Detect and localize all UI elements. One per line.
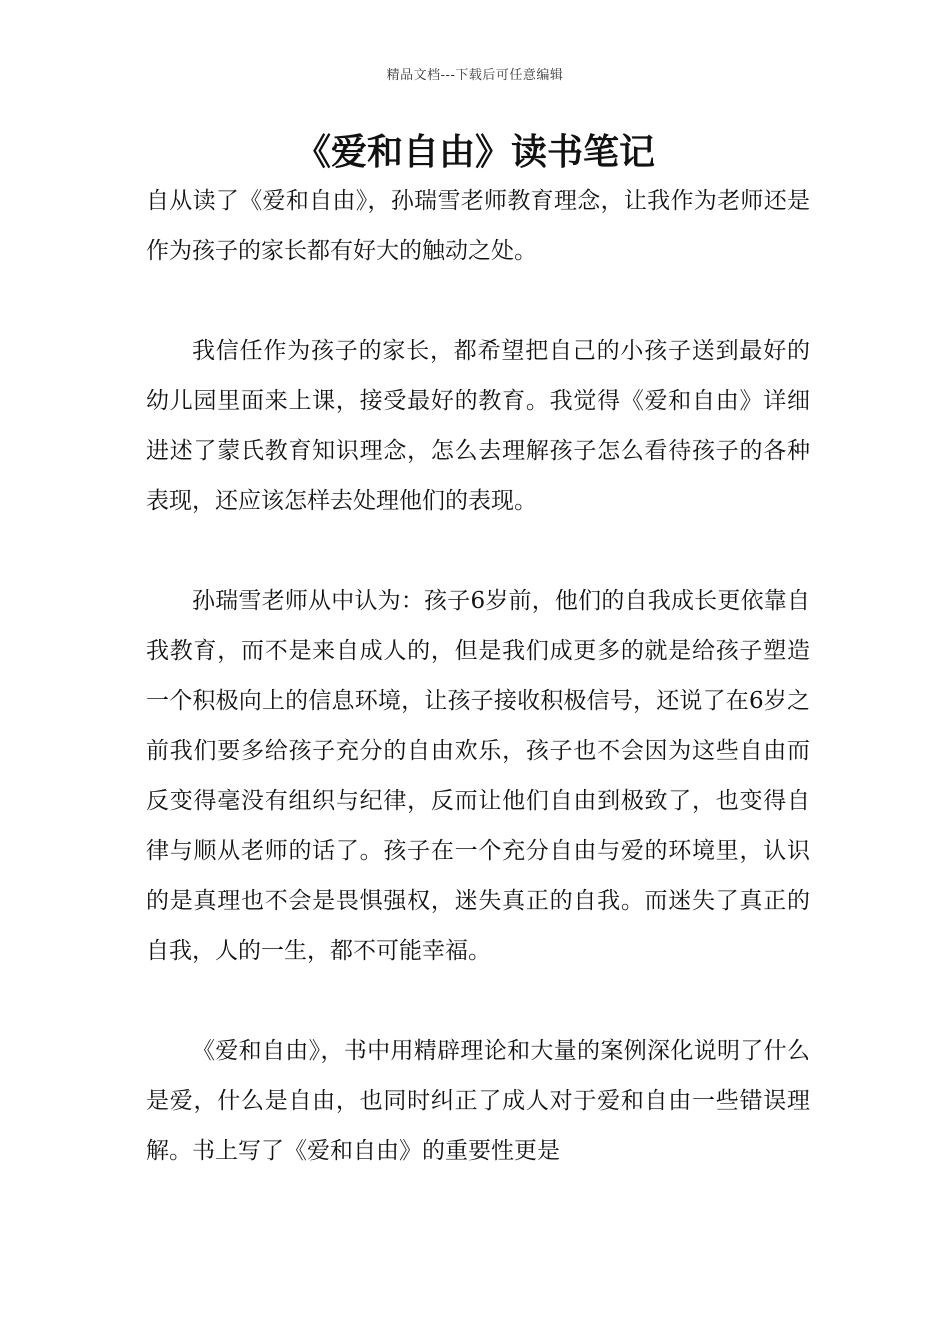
paragraph-2: 我信任作为孩子的家长，都希望把自己的小孩子送到最好的幼儿园里面来上课，接受最好的教育。我觉得《爱和自由》详细进述了蒙氏教育知识理念，怎么去理解孩子怎么看待孩子的各种表现，还应该怎样去处理他们的表现。: [146, 338, 810, 514]
paragraph-4: 《爱和自由》，书中用精辟理论和大量的案例深化说明了什么是爱，什么是自由，也同时纠正了成人对于爱和自由一些错误理解。书上写了《爱和自由》的重要性更是: [146, 1038, 810, 1164]
paragraph-gap: [146, 526, 810, 576]
paragraph-1: 自从读了《爱和自由》，孙瑞雪老师教育理念，让我作为老师还是作为孩子的家长都有好大的触动之处。: [146, 188, 810, 264]
document-title: 《爱和自由》读书笔记: [294, 132, 655, 173]
paragraph-gap: [146, 276, 810, 326]
paragraph-gap: [146, 976, 810, 1026]
document-body: [146, 176, 810, 1176]
paragraph-3: 孙瑞雪老师从中认为：孩子6岁前，他们的自我成长更依靠自我教育，而不是来自成人的，但是我们成更多的就是给孩子塑造一个积极向上的信息环境，让孩子接收积极信号，还说了在6岁之前我们要多给孩子充分的自由欢乐，孩子也不会因为这些自由而反变得毫没有组织与纪律，反而让他们自由到极致了，也变得自律与顺从老师的话了。孩子在一个充分自由与爱的环境里，认识的是真理也不会是畏惧强权，迷失真正的自我。而迷失了真正的自我，人的一生，都不可能幸福。: [146, 588, 810, 964]
header-note: 精品文档---下载后可任意编辑: [386, 68, 564, 83]
